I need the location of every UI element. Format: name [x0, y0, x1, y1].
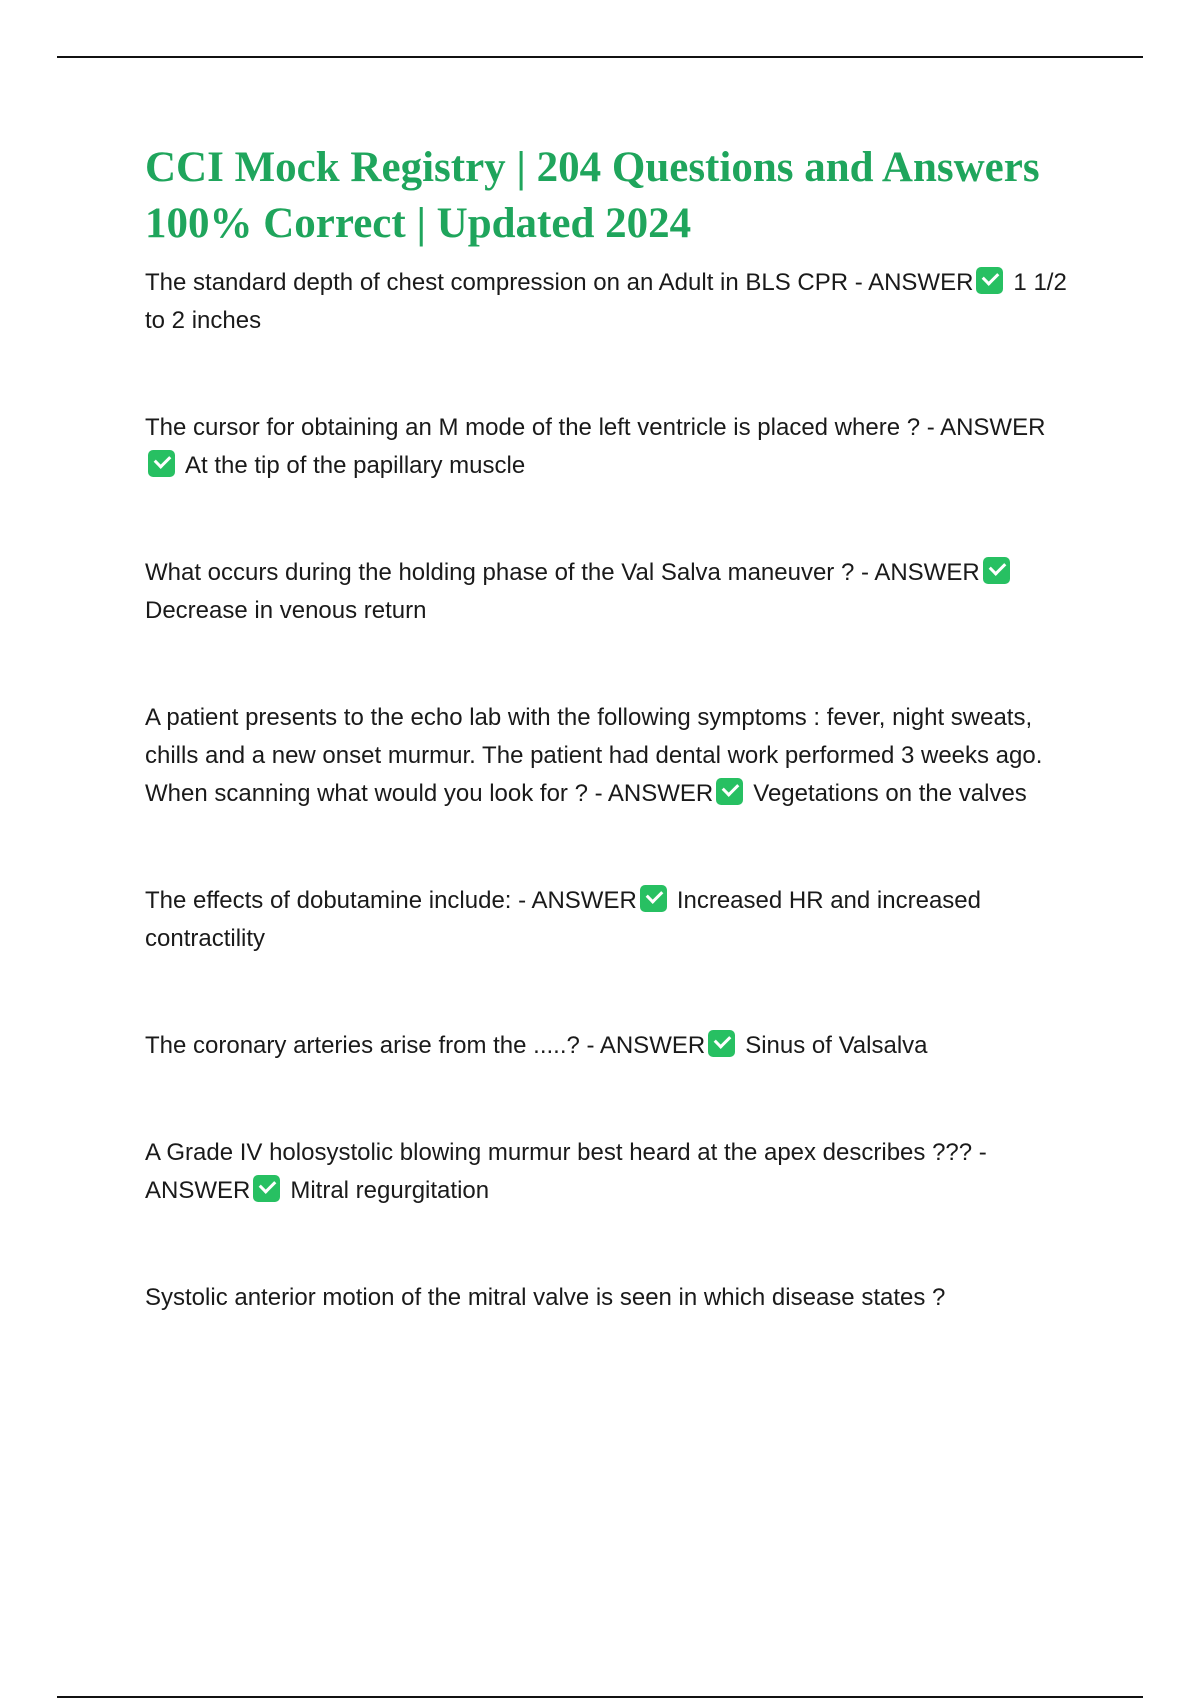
question-text: Systolic anterior motion of the mitral valve is seen in which disease states ?: [145, 1284, 946, 1311]
qa-item: [145, 409, 1085, 485]
checkmark-icon: [716, 778, 743, 805]
checkmark-icon: [708, 1030, 735, 1057]
qa-item: [145, 699, 1085, 813]
bottom-rule: [57, 1696, 1143, 1698]
document-body: [145, 140, 1085, 1317]
qa-item: [145, 1027, 1085, 1065]
checkmark-icon: [253, 1175, 280, 1202]
qa-list: [145, 264, 1085, 1317]
answer-text: At the tip of the papillary muscle: [185, 452, 526, 479]
answer-text: Increased HR and increased contractility: [145, 887, 981, 952]
qa-item: [145, 882, 1085, 958]
question-text: A Grade IV holosystolic blowing murmur best heard at the apex describes ??? - ANSWER: [145, 1139, 987, 1204]
checkmark-icon: [640, 885, 667, 912]
checkmark-icon: [148, 450, 175, 477]
qa-item: [145, 1134, 1085, 1210]
qa-item: [145, 264, 1085, 340]
answer-text: Sinus of Valsalva: [745, 1032, 928, 1059]
question-text: The standard depth of chest compression on an Adult in BLS CPR - ANSWER: [145, 269, 974, 296]
answer-text: Mitral regurgitation: [290, 1177, 490, 1204]
top-rule: [57, 56, 1143, 58]
answer-text: Vegetations on the valves: [753, 780, 1027, 807]
answer-text: Decrease in venous return: [145, 597, 427, 624]
question-text: What occurs during the holding phase of the Val Salva maneuver ? - ANSWER: [145, 559, 980, 586]
question-text: The effects of dobutamine include: - ANSWER: [145, 887, 637, 914]
answer-text: 1 1/2 to 2 inches: [145, 269, 1067, 334]
question-text: The cursor for obtaining an M mode of the left ventricle is placed where ? - ANSWER: [145, 414, 1046, 441]
qa-item: [145, 1279, 1085, 1317]
checkmark-icon: [976, 267, 1003, 294]
document-title: CCI Mock Registry | 204 Questions and Answers 100% Correct | Updated 2024: [145, 144, 1040, 247]
question-text: A patient presents to the echo lab with the following symptoms : fever, night sweats, chills and a new onset murmur. The patient had dental work performed 3 weeks ago. When scanning what would you look for ? - ANSWER: [145, 704, 1043, 807]
qa-item: [145, 554, 1085, 630]
checkmark-icon: [983, 557, 1010, 584]
question-text: The coronary arteries arise from the .....? - ANSWER: [145, 1032, 706, 1059]
